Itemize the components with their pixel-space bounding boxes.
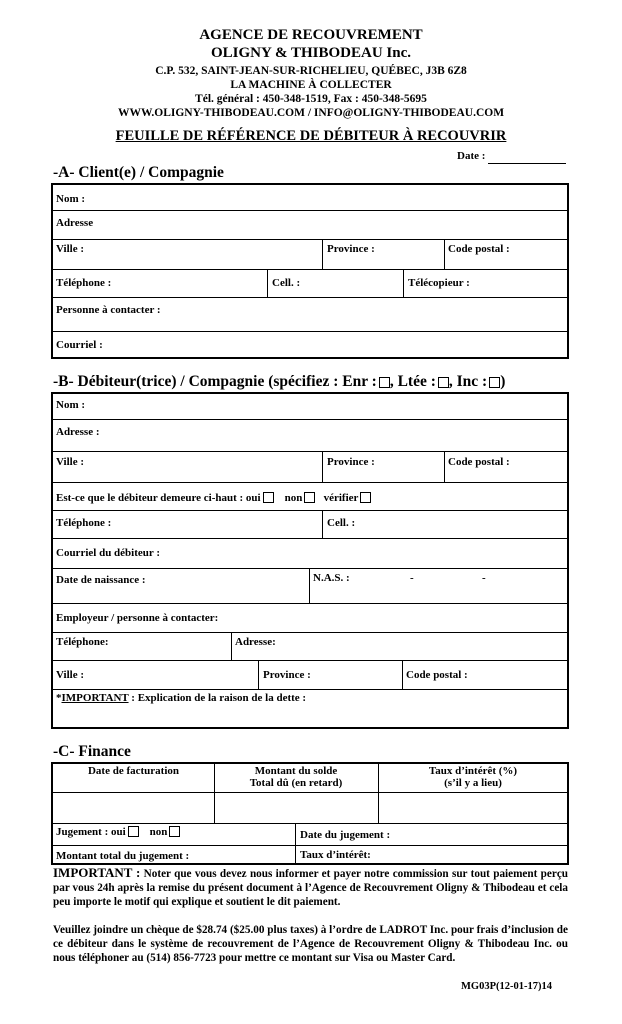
client-cell-field[interactable]: Cell. : [272, 277, 301, 289]
debiteur-nas-field[interactable]: N.A.S. : [313, 572, 350, 584]
col-taux-interet: Taux d’intérêt (%) (s’il y a lieu) [428, 765, 518, 789]
client-nom-field[interactable]: Nom : [56, 193, 86, 205]
nas-dash-2: - [482, 572, 486, 584]
date-facturation-input[interactable] [53, 794, 213, 822]
date-line[interactable] [488, 163, 566, 164]
section-b-title: -B- Débiteur(trice) / Compagnie (spécifiez : Enr : , Ltée : , Inc : ) [53, 373, 506, 390]
jugement-oui-checkbox[interactable] [128, 826, 139, 837]
section-a-title: -A- Client(e) / Compagnie [53, 164, 224, 181]
taux-jugement-field[interactable]: Taux d’intérêt: [300, 849, 371, 861]
raison-dette-field[interactable]: *IMPORTANT : Explication de la raison de la dette : [56, 692, 307, 704]
col-montant-solde: Montant du solde Total dû (en retard) [249, 765, 343, 789]
employeur-field[interactable]: Employeur / personne à contacter: [56, 612, 219, 624]
client-ville-field[interactable]: Ville : [56, 243, 84, 255]
client-contact-field[interactable]: Personne à contacter : [56, 304, 161, 316]
client-telephone-field[interactable]: Téléphone : [56, 277, 112, 289]
debiteur-code-postal-field[interactable]: Code postal : [448, 456, 510, 468]
montant-solde-input[interactable] [216, 794, 377, 822]
client-province-field[interactable]: Province : [327, 243, 375, 255]
client-code-postal-field[interactable]: Code postal : [448, 243, 510, 255]
important-notice: IMPORTANT : Noter que vous devez nous informer et payer notre commission sur tout paiement perçu par vous 24h après la remise du présent document à l’Agence de Recouvrement Oligny & Thibodeau et cela peu importe le motif qui explique et soutient le dit paiement. [53, 865, 569, 908]
demeure-question: Est-ce que le débiteur demeure ci-haut : oui non vérifier [56, 492, 371, 504]
inc-checkbox[interactable] [489, 377, 500, 388]
debiteur-province-field[interactable]: Province : [327, 456, 375, 468]
client-telecopieur-field[interactable]: Télécopieur : [408, 277, 470, 289]
ltee-checkbox[interactable] [438, 377, 449, 388]
taux-interet-input[interactable] [380, 794, 567, 822]
demeure-non-checkbox[interactable] [304, 492, 315, 503]
jugement-non-checkbox[interactable] [169, 826, 180, 837]
col-date-facturation: Date de facturation [87, 765, 180, 777]
agency-name: AGENCE DE RECOUVREMENT [199, 27, 423, 43]
section-c-title: -C- Finance [53, 743, 131, 760]
cheque-instructions: Veuillez joindre un chèque de $28.74 ($25.00 plus taxes) à l’ordre de LADROT Inc. pour frais d’inclusion de ce débiteur dans le système de recouvrement de l’Agence de Recouvrement Oligny & Thibodeau Inc. ou nous téléphoner au (514) 856-7723 pour mettre ce montant sur Visa ou Master Card. [53, 924, 568, 964]
debiteur-cell-field[interactable]: Cell. : [327, 517, 356, 529]
employeur-telephone-field[interactable]: Téléphone: [56, 636, 109, 648]
client-courriel-field[interactable]: Courriel : [56, 339, 103, 351]
company-web: WWW.OLIGNY-THIBODEAU.COM / INFO@OLIGNY-THIBODEAU.COM [117, 107, 505, 119]
debiteur-telephone-field[interactable]: Téléphone : [56, 517, 112, 529]
demeure-oui-checkbox[interactable] [263, 492, 274, 503]
demeure-verifier-checkbox[interactable] [360, 492, 371, 503]
employeur-adresse-field[interactable]: Adresse: [235, 636, 276, 648]
debiteur-ville-field[interactable]: Ville : [56, 456, 84, 468]
employeur-code-postal-field[interactable]: Code postal : [406, 669, 468, 681]
montant-jugement-field[interactable]: Montant total du jugement : [56, 850, 190, 862]
company-address: C.P. 532, SAINT-JEAN-SUR-RICHELIEU, QUÉBEC, J3B 6Z8 [155, 65, 467, 77]
nas-dash-1: - [410, 572, 414, 584]
company-slogan: LA MACHINE À COLLECTER [230, 79, 392, 91]
employeur-ville-field[interactable]: Ville : [56, 669, 84, 681]
debiteur-adresse-field[interactable]: Adresse : [56, 426, 100, 438]
date-label: Date : [457, 150, 486, 162]
form-code: MG03P(12-01-17)14 [461, 981, 552, 992]
employeur-province-field[interactable]: Province : [263, 669, 311, 681]
debiteur-nom-field[interactable]: Nom : [56, 399, 86, 411]
date-jugement-field[interactable]: Date du jugement : [300, 829, 391, 841]
company-phones: Tél. général : 450-348-1519, Fax : 450-348-5695 [195, 93, 427, 105]
company-name: OLIGNY & THIBODEAU Inc. [210, 45, 412, 61]
debiteur-courriel-field[interactable]: Courriel du débiteur : [56, 547, 160, 559]
client-adresse-field[interactable]: Adresse [56, 217, 94, 229]
jugement-question: Jugement : oui non [56, 826, 180, 838]
debiteur-naissance-field[interactable]: Date de naissance : [56, 574, 146, 586]
form-title: FEUILLE DE RÉFÉRENCE DE DÉBITEUR À RECOUVRIR [115, 128, 507, 144]
enr-checkbox[interactable] [379, 377, 390, 388]
